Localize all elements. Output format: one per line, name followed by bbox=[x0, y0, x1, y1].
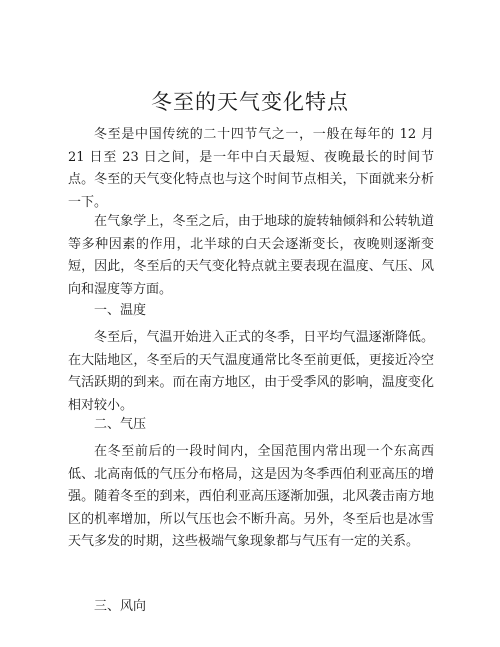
section-heading-temperature: 一、温度 bbox=[94, 303, 147, 318]
section-text-pressure: 在冬至前后的一段时间内，全国范围内常出现一个东高西低、北高南低的气压分布格局，这是因为冬季西伯利亚高压的增强。随着冬至的到来，西伯利亚高压逐渐加强，北风袭击南方地区的机率增加，所以气压也会不断升高。另外，冬至后也是冰雪天气多发的时期，这些极端气象现象都与气压有一定的关系。 bbox=[68, 444, 434, 549]
intro-paragraph: 冬至是中国传统的二十四节气之一，一般在每年的 12 月 21 日至 23 日之间，是一年中白天最短、夜晚最长的时间节点。冬至的天气变化特点也与这个时间节点相关，下面就来分析一下。 bbox=[68, 127, 434, 210]
section-heading-pressure: 二、气压 bbox=[94, 417, 147, 432]
document-title: 冬至的天气变化特点 bbox=[151, 90, 349, 114]
section-heading-wind: 三、风向 bbox=[94, 599, 147, 614]
context-paragraph: 在气象学上，冬至之后，由于地球的旋转轴倾斜和公转轨道等多种因素的作用，北半球的白天会逐渐变长，夜晚则逐渐变短，因此，冬至后的天气变化特点就主要表现在温度、气压、风向和湿度等方面。 bbox=[68, 214, 434, 297]
section-text-temperature: 冬至后，气温开始进入正式的冬季，日平均气温逐渐降低。在大陆地区，冬至后的天气温度通常比冬至前更低，更接近冷空气活跃期的到来。而在南方地区，由于受季风的影响，温度变化相对较小。 bbox=[68, 330, 434, 413]
